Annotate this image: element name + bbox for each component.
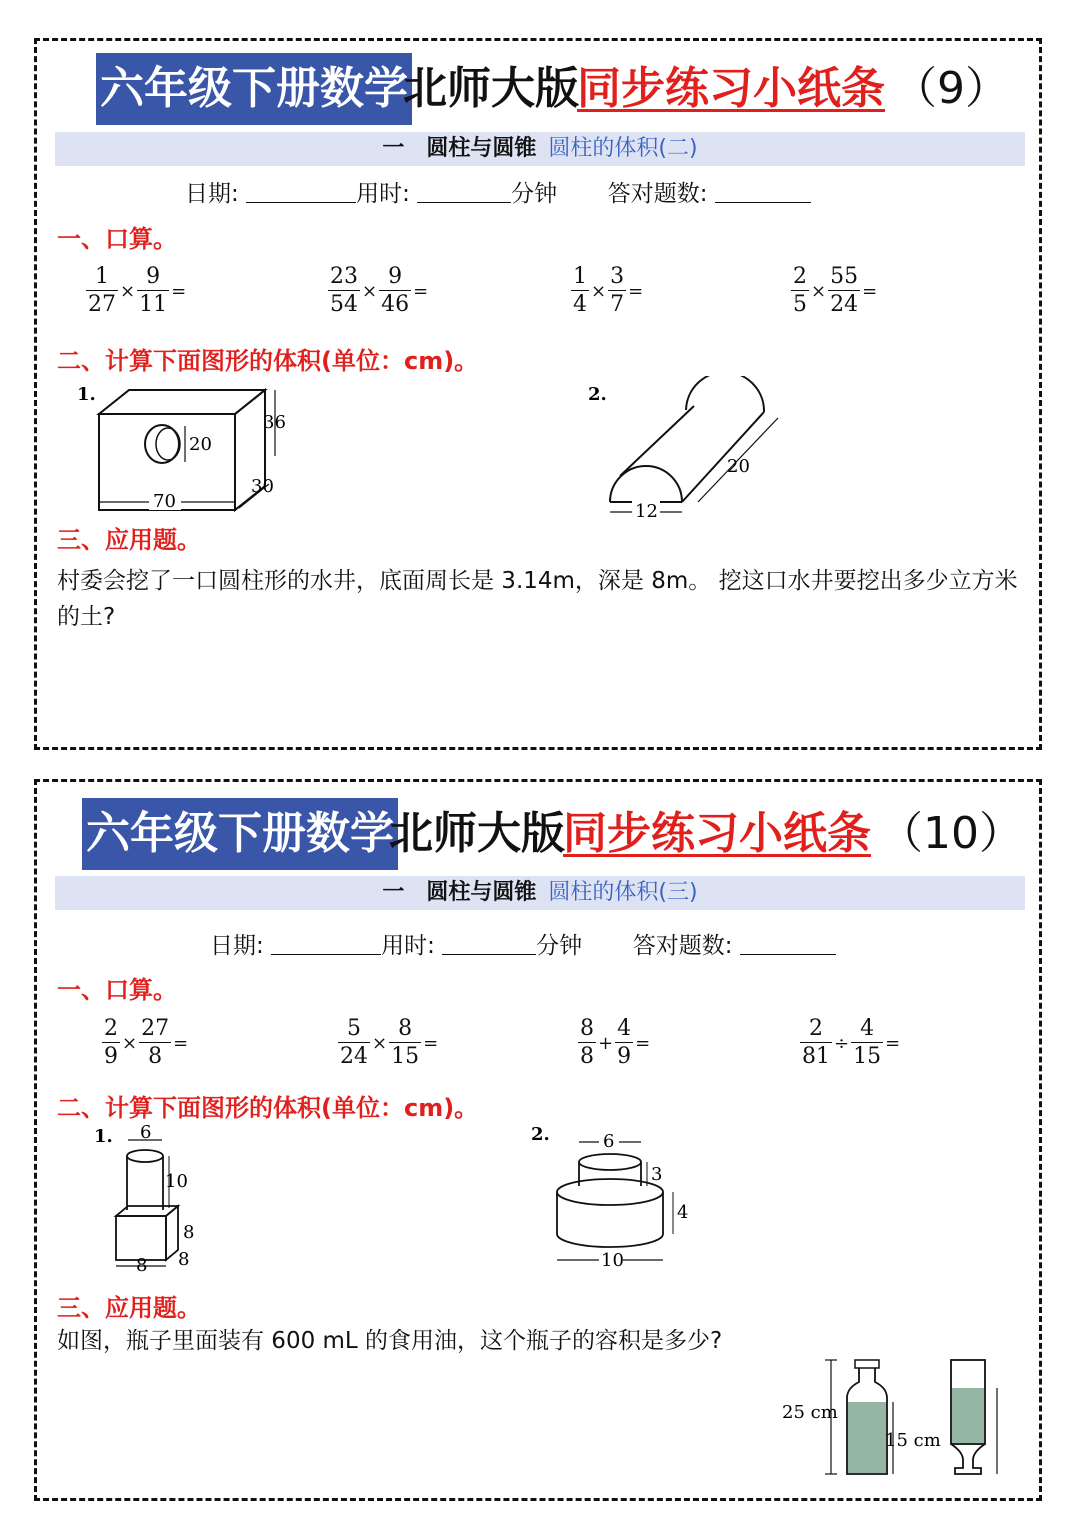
correct-blank[interactable] [740, 934, 836, 955]
operator: ÷ [834, 1033, 850, 1054]
denominator: 27 [88, 292, 116, 317]
dim-small-diameter: 6 [603, 1131, 615, 1152]
denominator: 7 [610, 292, 625, 317]
numerator: 1 [86, 264, 118, 291]
figure-label: 1. [77, 384, 96, 405]
word-problem-text: 如图，瓶子里面装有 600 mL 的食用油，这个瓶子的容积是多少? [57, 1328, 723, 1354]
section-volume: 二、计算下面图形的体积(单位：cm)。 [57, 347, 479, 375]
correct-label: 答对题数: [607, 181, 708, 207]
figure-label: 2. [588, 384, 607, 405]
operator: × [811, 281, 827, 302]
denominator: 24 [340, 1044, 368, 1069]
practice-sheet-9 [34, 38, 1042, 750]
numerator: 5 [338, 1016, 370, 1043]
numerator: 27 [141, 1016, 170, 1041]
lesson-title: 圆柱的体积(二) [548, 136, 698, 161]
title-name: 同步练习小纸条 [577, 63, 885, 114]
equals: = [635, 1033, 651, 1054]
title-number: （10） [879, 808, 1023, 859]
lesson-band [55, 132, 1025, 166]
denominator: 15 [391, 1044, 420, 1069]
sheet-title [37, 798, 1045, 868]
denominator: 46 [381, 292, 410, 317]
dim-diameter: 12 [635, 501, 658, 521]
denominator: 5 [793, 292, 807, 317]
denominator: 11 [139, 292, 168, 317]
denominator: 8 [580, 1044, 594, 1069]
dim-width: 30 [251, 476, 274, 497]
section-mental-math: 一、口算。 [57, 225, 177, 253]
title-edition: 北师大版 [389, 808, 565, 859]
problem-4 [799, 1016, 901, 1071]
dim-cube-width: 8 [178, 1249, 190, 1270]
figure-oil-bottle [777, 1352, 1017, 1482]
unit-title: 一 圆柱与圆锥 [382, 136, 537, 161]
title-name: 同步练习小纸条 [563, 808, 871, 859]
dim-large-diameter: 10 [601, 1250, 624, 1271]
equals: = [862, 281, 878, 302]
info-row [185, 175, 811, 208]
date-blank[interactable] [246, 182, 356, 203]
time-blank[interactable] [417, 182, 511, 203]
oil-height-label: 15 cm [885, 1430, 941, 1451]
equals: = [413, 281, 429, 302]
numerator: 4 [851, 1016, 883, 1043]
denominator: 15 [853, 1044, 882, 1069]
lesson-title: 圆柱的体积(三) [548, 880, 698, 905]
correct-blank[interactable] [715, 182, 811, 203]
problem-4 [790, 264, 878, 319]
equals: = [628, 281, 644, 302]
problem-2 [337, 1016, 439, 1071]
date-blank[interactable] [271, 934, 381, 955]
time-label: 用时: [381, 933, 435, 959]
dim-length: 70 [153, 491, 176, 512]
operator: × [372, 1033, 388, 1054]
date-label: 日期: [210, 933, 264, 959]
denominator: 9 [104, 1044, 118, 1069]
date-label: 日期: [185, 181, 239, 207]
title-grade: 六年级下册数学 [82, 798, 398, 870]
denominator: 9 [617, 1044, 632, 1069]
problem-3 [570, 264, 644, 319]
figure-stacked-cylinders [517, 1122, 697, 1272]
dim-cylinder-height: 10 [165, 1171, 188, 1192]
bottle-height-label: 25 cm [782, 1402, 838, 1423]
info-row [210, 927, 836, 960]
figure-label: 2. [531, 1124, 550, 1145]
minute-label: 分钟 [536, 933, 583, 959]
problem-1 [85, 264, 187, 319]
numerator: 8 [389, 1016, 421, 1043]
numerator: 2 [104, 1016, 118, 1041]
dim-cube-length: 8 [136, 1255, 148, 1272]
equals: = [173, 1033, 189, 1054]
numerator: 8 [580, 1016, 594, 1041]
problem-2 [327, 264, 429, 319]
dim-hole-diameter: 20 [189, 434, 212, 455]
problem-3 [577, 1016, 651, 1071]
title-edition: 北师大版 [403, 63, 579, 114]
unit-title: 一 圆柱与圆锥 [382, 880, 537, 905]
minute-label: 分钟 [511, 181, 558, 207]
word-problem-text: 村委会挖了一口圆柱形的水井，底面周长是 3.14m，深是 8m。 挖这口水井要挖出多少立方米的土? [57, 568, 1018, 630]
numerator: 3 [610, 264, 625, 289]
equals: = [423, 1033, 439, 1054]
time-blank[interactable] [442, 934, 536, 955]
practice-sheet-10 [34, 779, 1042, 1501]
section-word-problem: 三、应用题。 [57, 526, 201, 554]
numerator: 23 [330, 264, 358, 289]
numerator: 9 [137, 264, 169, 291]
correct-label: 答对题数: [632, 933, 733, 959]
operator: × [120, 281, 136, 302]
numerator: 2 [793, 264, 807, 289]
section-word-problem: 三、应用题。 [57, 1294, 201, 1322]
denominator: 54 [330, 292, 358, 317]
numerator: 9 [379, 264, 411, 291]
operator: × [122, 1033, 138, 1054]
operator: × [362, 281, 378, 302]
operator: × [591, 281, 607, 302]
dim-length: 20 [727, 456, 750, 477]
figure-box-with-hole [67, 376, 327, 516]
numerator: 4 [617, 1016, 632, 1041]
dim-cube-height: 8 [183, 1222, 195, 1243]
numerator: 1 [573, 264, 587, 289]
denominator: 8 [148, 1044, 163, 1069]
sheet-title [37, 53, 1045, 123]
dim-small-height: 3 [651, 1164, 663, 1185]
section-mental-math: 一、口算。 [57, 976, 177, 1004]
denominator: 24 [830, 292, 859, 317]
problem-1 [101, 1016, 189, 1071]
numerator: 55 [830, 264, 859, 289]
figure-cylinder-on-cube [92, 1122, 212, 1272]
figure-label: 1. [94, 1126, 113, 1147]
equals: = [171, 281, 187, 302]
lesson-band [55, 876, 1025, 910]
figure-half-cylinder [582, 376, 822, 521]
title-grade: 六年级下册数学 [96, 53, 412, 125]
section-volume: 二、计算下面图形的体积(单位：cm)。 [57, 1094, 479, 1122]
equals: = [885, 1033, 901, 1054]
dim-diameter: 6 [140, 1122, 152, 1143]
denominator: 4 [573, 292, 587, 317]
dim-height: 36 [263, 412, 286, 433]
dim-large-height: 4 [677, 1202, 689, 1223]
time-label: 用时: [356, 181, 410, 207]
denominator: 81 [802, 1044, 830, 1069]
numerator: 2 [800, 1016, 832, 1043]
title-number: （9） [893, 63, 1009, 114]
operator: + [598, 1033, 614, 1054]
